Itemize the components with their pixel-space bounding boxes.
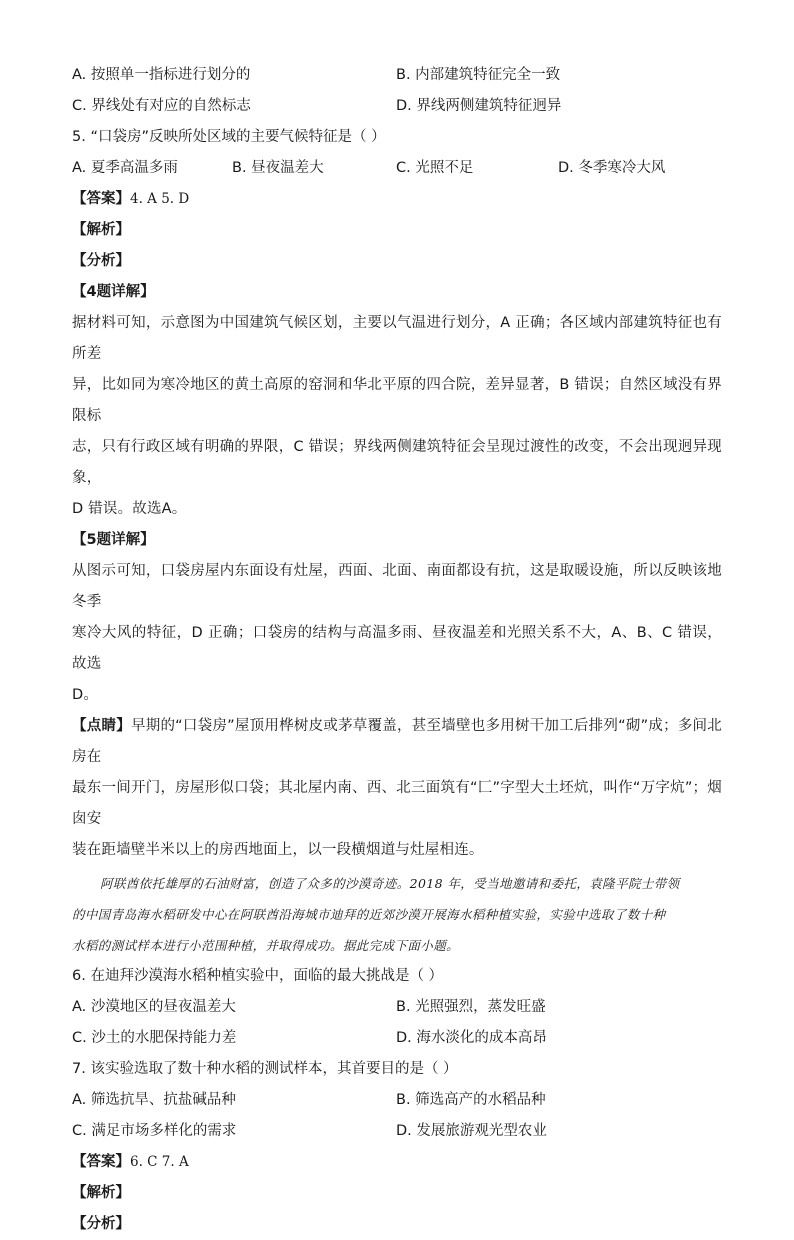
q5-option-d: D. 冬季寒冷大风	[558, 160, 666, 176]
answer-4-5	[72, 184, 722, 215]
q5-option-a: A. 夏季高温多雨	[72, 160, 178, 176]
dianjing-tag: 【点睛】	[72, 718, 131, 734]
q7-option-d: D. 发展旅游观光型农业	[396, 1123, 547, 1139]
q3-options-row-2	[72, 91, 722, 122]
detail-5-line: D。	[72, 687, 99, 703]
q7-stem: 7. 该实验选取了数十种水稻的测试样本，其首要目的是（ ）	[72, 1061, 458, 1077]
exam-page	[72, 60, 722, 1240]
q5-options-row	[72, 153, 722, 184]
q6-option-d: D. 海水淡化的成本高昂	[396, 1030, 547, 1046]
detail-4-line: 志，只有行政区域有明确的界限，C 错误；界线两侧建筑特征会呈现过渡性的改变，不会出现迥异现象，	[72, 439, 722, 486]
fenxi-tag: 【分析】	[72, 253, 130, 269]
detail-4-text	[72, 308, 722, 525]
dianjing-line: 最东一间开门，房屋形似口袋；其北屋内南、西、北三面筑有“匚”字型大土坯炕，叫作“万字炕”；烟囱安	[72, 780, 722, 827]
q6-option-b: B. 光照强烈，蒸发旺盛	[396, 999, 546, 1015]
material-line: 水稻的测试样本进行小范围种植，并取得成功。据此完成下面小题。	[72, 938, 460, 953]
detail-4-tag: 【4题详解】	[72, 284, 155, 300]
answer-value: 4. A 5. D	[130, 191, 190, 207]
detail-5-tag: 【5题详解】	[72, 532, 155, 548]
detail-4-line: D 错误。故选A。	[72, 501, 187, 517]
q3-option-a: A. 按照单一指标进行划分的	[72, 67, 251, 83]
fenxi-tag: 【分析】	[72, 1216, 130, 1232]
detail-5-line: 从图示可知，口袋房屋内东面设有灶屋，西面、北面、南面都设有抗，这是取暖设施，所以反映该地冬季	[72, 563, 722, 610]
q6-option-a: A. 沙漠地区的昼夜温差大	[72, 999, 236, 1015]
dianjing-text	[72, 711, 722, 866]
q5-option-c: C. 光照不足	[396, 160, 474, 176]
q7-options-row-2	[72, 1116, 722, 1147]
q7-option-a: A. 筛选抗旱、抗盐碱品种	[72, 1092, 236, 1108]
answer-6-7	[72, 1147, 722, 1178]
q5-stem: 5. “口袋房”反映所处区域的主要气候特征是（ ）	[72, 129, 386, 145]
q7-options-row-1	[72, 1085, 722, 1116]
answer-tag: 【答案】	[72, 191, 130, 207]
answer-tag: 【答案】	[72, 1154, 130, 1170]
detail-4-line: 异，比如同为寒冷地区的黄土高原的窑洞和华北平原的四合院，差异显著，B 错误；自然区域没有界限标	[72, 377, 722, 424]
material-passage	[72, 868, 722, 961]
detail-5-line: 寒冷大风的特征，D 正确；口袋房的结构与高温多雨、昼夜温差和光照关系不大，A、B、C 错误，故选	[72, 625, 722, 672]
detail-4-line: 据材料可知，示意图为中国建筑气候区划，主要以气温进行划分，A 正确；各区域内部建筑特征也有所差	[72, 315, 722, 362]
dianjing-line: 装在距墙壁半米以上的房西地面上，以一段横烟道与灶屋相连。	[72, 842, 484, 858]
q5-option-b: B. 昼夜温差大	[232, 160, 324, 176]
q6-stem: 6. 在迪拜沙漠海水稻种植实验中，面临的最大挑战是（ ）	[72, 968, 444, 984]
q7-option-b: B. 筛选高产的水稻品种	[396, 1092, 546, 1108]
detail-5-text	[72, 556, 722, 711]
material-line: 阿联酋依托雄厚的石油财富，创造了众多的沙漠奇迹。2018 年，受当地邀请和委托，袁隆平院士带领	[100, 876, 680, 891]
q6-option-c: C. 沙土的水肥保持能力差	[72, 1030, 237, 1046]
dianjing-line: 【点睛】早期的“口袋房”屋顶用桦树皮或茅草覆盖，甚至墙壁也多用树干加工后排列“砌”成；多间北房在	[72, 718, 722, 765]
jiexi-tag: 【解析】	[72, 1185, 130, 1201]
q3-option-c: C. 界线处有对应的自然标志	[72, 98, 251, 114]
answer-value: 6. C 7. A	[130, 1154, 189, 1170]
material-line: 的中国青岛海水稻研发中心在阿联酋沿海城市迪拜的近郊沙漠开展海水稻种植实验，实验中选取了数十种	[72, 907, 666, 922]
q3-options-row-1	[72, 60, 722, 91]
q3-option-b: B. 内部建筑特征完全一致	[396, 67, 561, 83]
q6-options-row-1	[72, 992, 722, 1023]
jiexi-tag: 【解析】	[72, 222, 130, 238]
q7-option-c: C. 满足市场多样化的需求	[72, 1123, 237, 1139]
q3-option-d: D. 界线两侧建筑特征迥异	[396, 98, 562, 114]
q6-options-row-2	[72, 1023, 722, 1054]
